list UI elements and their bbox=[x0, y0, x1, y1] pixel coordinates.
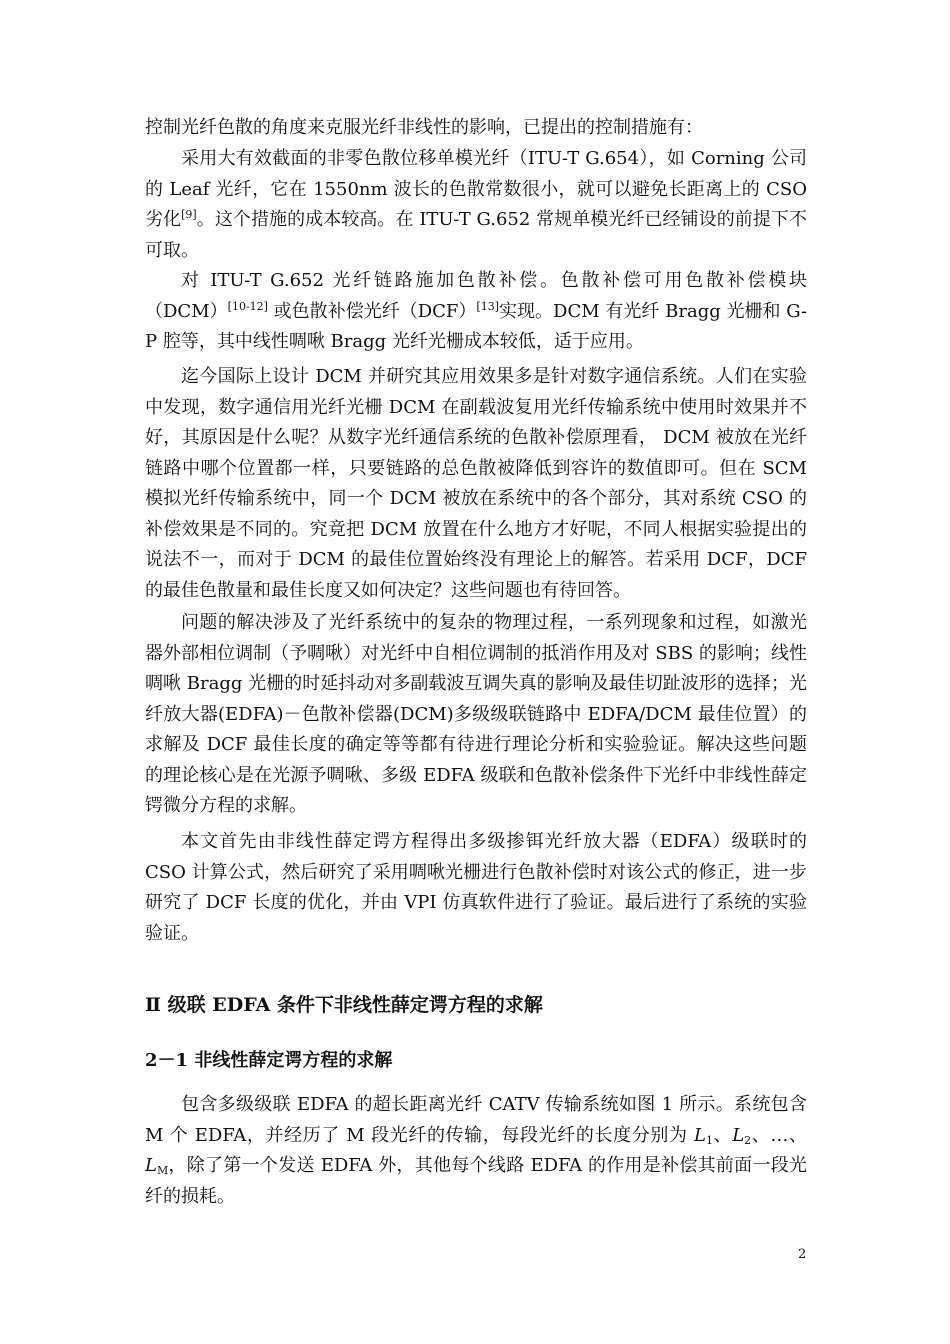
body-paragraph-4: 迄今国际上设计 DCM 并研究其应用效果多是针对数字通信系统。人们在实验中发现，数字通信用光纤光栅 DCM 在副载波复用光纤传输系统中使用时效果并不好，其原因是什么呢？从数字光纤通信系统的色散补偿原理看， DCM 被放在光纤链路中哪个位置都一样，只要链路的总色散被降低到容许的数值即可。但在 SCM 模拟光纤传输系统中，同一个 DCM 被放在系统中的各个部分，其对系统 CSO 的补偿效果是不同的。究竟把 DCM 放置在什么地方才好呢，不同人根据实验提出的说法不一，而对于 DCM 的最佳位置始终没有理论上的解答。若采用 DCF，DCF 的最佳色散量和最佳长度又如何决定？这些问题也有待回答。 bbox=[145, 366, 807, 601]
citation-10-12: [10-12] bbox=[227, 299, 268, 313]
length-symbol: L bbox=[732, 1124, 745, 1146]
length-symbol: L bbox=[145, 1155, 157, 1176]
paragraph-text: 实现。DCM 有光纤 Bragg 光栅和 G-P 腔等，其中线性啁啾 Bragg 光纤光栅成本较低，适于应用。 bbox=[145, 300, 807, 352]
citation-13: [13] bbox=[476, 299, 500, 313]
paragraph-text: 。这个措施的成本较高。在 ITU-T G.652 常规单模光纤已经铺设的前提下不可取。 bbox=[145, 209, 807, 261]
body-paragraph-3 bbox=[145, 266, 807, 358]
body-paragraph-2 bbox=[145, 144, 807, 266]
body-paragraph-6: 本文首先由非线性薛定谔方程得出多级掺铒光纤放大器（EDFA）级联时的 CSO 计算公式，然后研究了采用啁啾光栅进行色散补偿时对该公式的修正，进一步研究了 DCF 长度的优化，并由 VPI 仿真软件进行了验证。最后进行了系统的实验验证。 bbox=[145, 831, 807, 944]
section-heading: Ⅱ 级联 EDFA 条件下非线性薛定谔方程的求解 bbox=[145, 994, 543, 1016]
body-paragraph-5: 问题的解决涉及了光纤系统中的复杂的物理过程，一系列现象和过程，如激光器外部相位调制（予啁啾）对光纤中自相位调制的抵消作用及对 SBS 的影响；线性啁啾 Bragg 光栅的时延抖动对多副载波互调失真的影响及最佳切趾波形的选择；光纤放大器(EDFA)－色散补偿器(DCM)多级级联链路中 EDFA/DCM 最佳位置）的求解及 DCF 最佳长度的确定等等都有待进行理论分析和实验验证。解决这些问题的理论核心是在光源予啁啾、多级 EDFA 级联和色散补偿条件下光纤中非线性薛定锷微分方程的求解。 bbox=[145, 612, 807, 816]
separator: 、…、 bbox=[751, 1124, 808, 1146]
separator: 、 bbox=[712, 1124, 733, 1146]
paragraph-text: ，除了第一个发送 EDFA 外，其他每个线路 EDFA 的作用是补偿其前面一段光纤的损耗。 bbox=[145, 1155, 807, 1207]
body-paragraph-7 bbox=[145, 1090, 807, 1212]
citation-9: [9] bbox=[181, 208, 197, 221]
page-number: 2 bbox=[798, 1247, 807, 1262]
paragraph-text: 包含多级级联 EDFA 的超长距离光纤 CATV 传输系统如图 1 所示。系统包含 M 个 EDFA，并经历了 M 段光纤的传输，每段光纤的长度分别为 bbox=[145, 1094, 807, 1146]
body-paragraph-1: 控制光纤色散的角度来克服光纤非线性的影响，已提出的控制措施有： bbox=[145, 117, 703, 138]
subscript: 1 bbox=[705, 1133, 713, 1147]
subsection-heading: 2－1 非线性薛定谔方程的求解 bbox=[145, 1050, 393, 1071]
subscript: M bbox=[156, 1164, 169, 1177]
paragraph-text: 对 ITU-T G.652 光纤链路施加色散补偿。色散补偿可用色散补偿模块（DCM） bbox=[145, 270, 807, 322]
paragraph-text: 采用大有效截面的非零色散位移单模光纤（ITU-T G.654），如 Corning 公司的 Leaf 光纤，它在 1550nm 波长的色散常数很小，就可以避免长距离上的 CSO 劣化 bbox=[145, 148, 807, 230]
length-symbol: L bbox=[693, 1124, 706, 1146]
subscript: 2 bbox=[744, 1133, 752, 1147]
paragraph-text: 或色散补偿光纤（DCF） bbox=[267, 300, 477, 322]
